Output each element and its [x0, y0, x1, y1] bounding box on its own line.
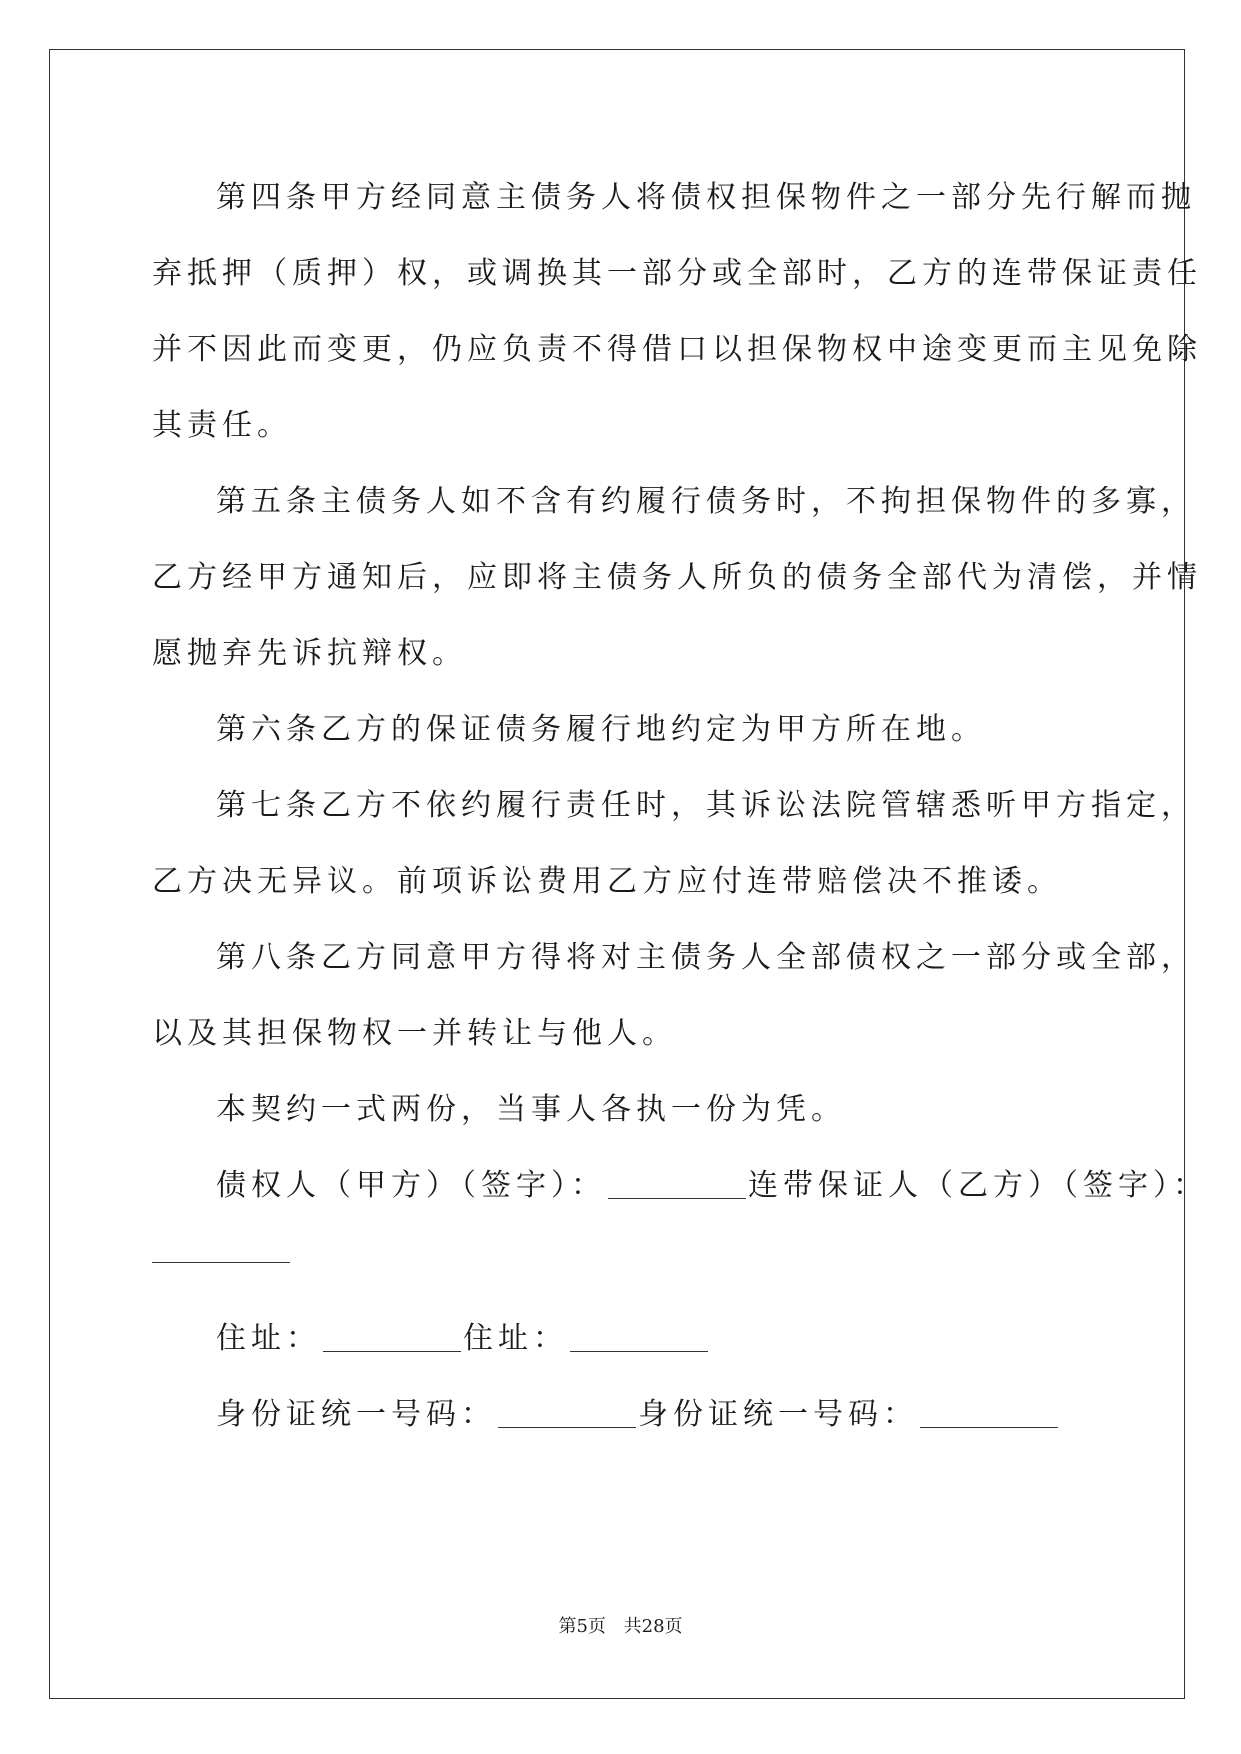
copies-clause-line-1: 本契约一式两份，当事人各执一份为凭。: [216, 1092, 846, 1127]
clause-4-line-3: 并不因此而变更，仍应负责不得借口以担保物权中途变更而主见免除: [152, 332, 1202, 367]
creditor-signature-label: 债权人（甲方）（签字）：: [216, 1168, 606, 1203]
address-line: [152, 1301, 1082, 1377]
clause-5-line-2: 乙方经甲方通知后，应即将主债务人所负的债务全部代为清偿，并情: [152, 560, 1202, 595]
page-total: 共28页: [623, 1616, 683, 1637]
guarantor-signature-label: 连带保证人（乙方）（签字）：: [748, 1168, 1208, 1203]
clause-6-line-1: 第六条乙方的保证债务履行地约定为甲方所在地。: [216, 712, 986, 747]
creditor-id-blank: [498, 1426, 636, 1428]
clause-8-line-2: 以及其担保物权一并转让与他人。: [152, 1016, 677, 1051]
clause-8: [152, 920, 1196, 1072]
signature-block: [152, 1148, 1208, 1453]
signature-line: [152, 1148, 1208, 1224]
document-body: [152, 160, 1208, 1453]
guarantor-signature-blank: [152, 1224, 290, 1263]
guarantor-address-label: 住址：: [463, 1321, 568, 1356]
clause-5-line-3: 愿抛弃先诉抗辩权。: [152, 636, 467, 671]
creditor-signature-blank: [608, 1197, 746, 1199]
copies-clause: [152, 1072, 1082, 1148]
clause-4-line-1: 第四条甲方经同意主债务人将债权担保物件之一部分先行解而抛: [216, 180, 1196, 215]
clause-7-line-1: 第七条乙方不依约履行责任时，其诉讼法院管辖悉听甲方指定，: [216, 788, 1196, 823]
clause-7-line-2: 乙方决无异议。前项诉讼费用乙方应付连带赔偿决不推诿。: [152, 864, 1062, 899]
page-footer: [0, 1612, 1241, 1638]
creditor-address-blank: [323, 1350, 461, 1352]
clause-6: [152, 692, 1082, 768]
clause-8-line-1: 第八条乙方同意甲方得将对主债务人全部债权之一部分或全部，: [216, 940, 1196, 975]
guarantor-id-label: 身份证统一号码：: [638, 1397, 918, 1432]
guarantor-address-blank: [570, 1350, 708, 1352]
page-number: 第5页: [558, 1616, 606, 1637]
id-number-line: [152, 1377, 1082, 1453]
clause-7: [152, 768, 1196, 920]
clause-5-line-1: 第五条主债务人如不含有约履行债务时，不拘担保物件的多寡，: [216, 484, 1196, 519]
clause-4-line-2: 弃抵押（质押）权，或调换其一部分或全部时，乙方的连带保证责任: [152, 256, 1202, 291]
creditor-id-label: 身份证统一号码：: [216, 1397, 496, 1432]
guarantor-id-blank: [920, 1426, 1058, 1428]
creditor-address-label: 住址：: [216, 1321, 321, 1356]
clause-5: [152, 464, 1202, 692]
clause-4-line-4: 其责任。: [152, 408, 292, 443]
clause-4: [152, 160, 1202, 464]
